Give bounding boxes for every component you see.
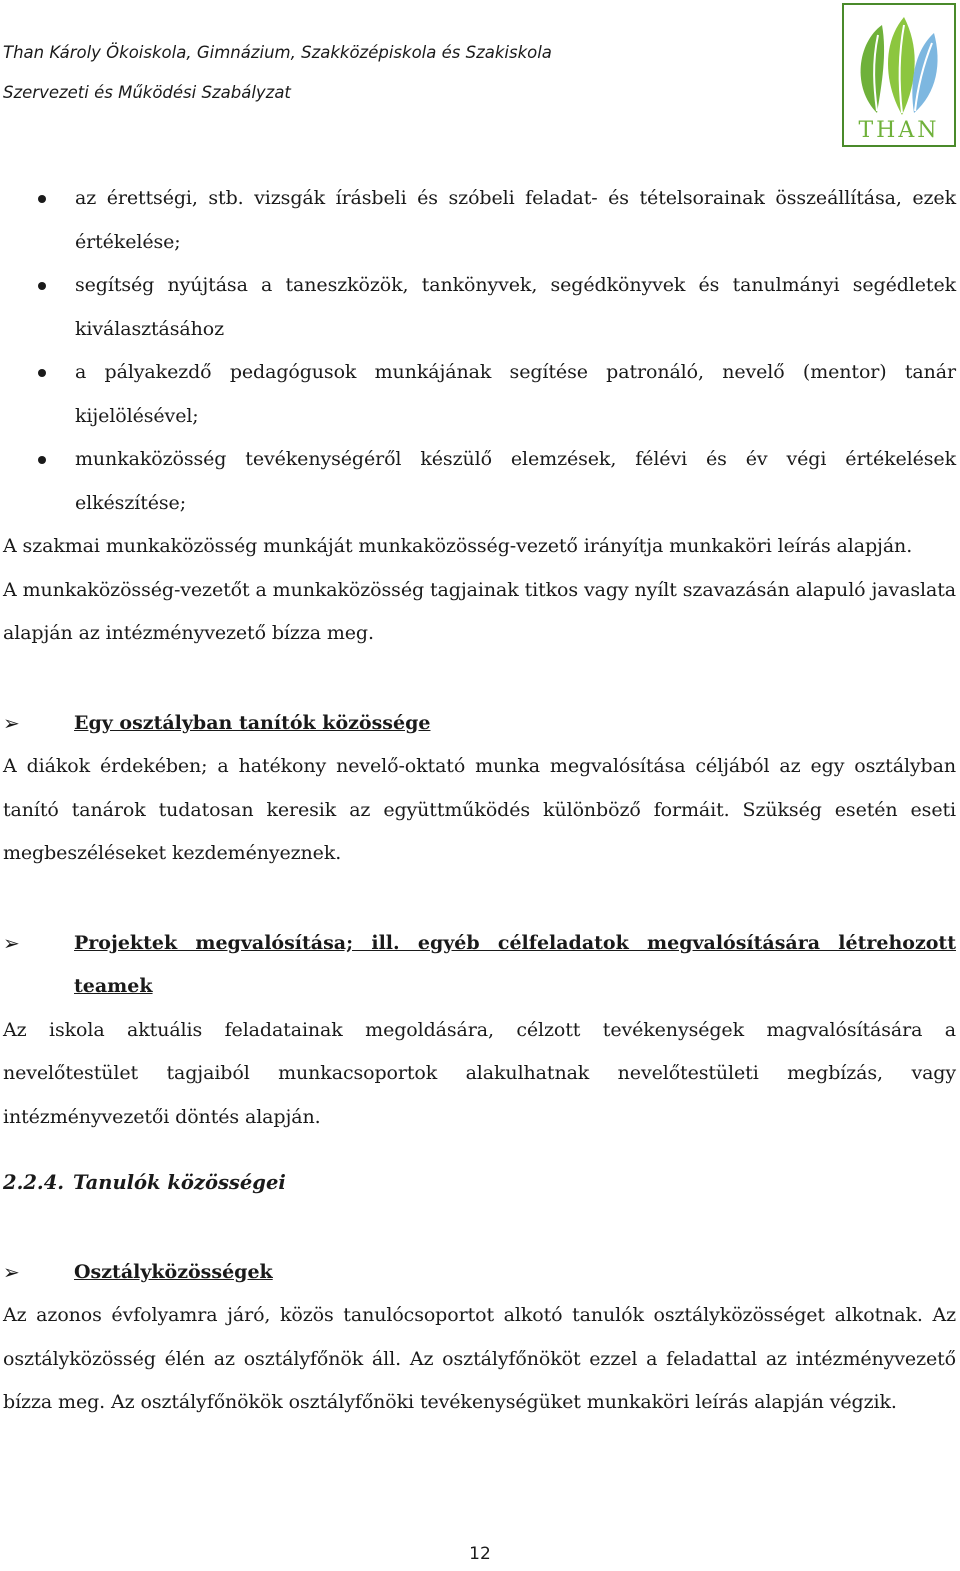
page-header [3, 33, 823, 113]
section-title: Osztályközösségek [74, 1260, 273, 1283]
section-body: Az azonos évfolyamra járó, közös tanulócsoportot alkotó tanulók osztályközösséget alkotnak. Az osztályközösség élén az osztályfőnök áll. Az osztályfőnököt ezzel a feladattal az intézményvezető bízza meg. Az osztályfőnökök osztályfőnöki tevékenységüket munkaköri leírás alapján végzik. [3, 1304, 956, 1413]
header-document-title: Szervezeti és Működési Szabályzat [3, 83, 291, 102]
section-title: Egy osztályban tanítók közössége [74, 711, 431, 734]
section-title: Projektek megvalósítása; ill. egyéb célfeladatok megvalósítására létrehozott teamek [74, 931, 956, 997]
section-heading [3, 922, 956, 1009]
subsection-heading [3, 1161, 956, 1205]
list-item: a pályakezdő pedagógusok munkájának segítése patronáló, nevelő (mentor) tanár kijelölésével; [3, 351, 956, 438]
bullet-dot-icon [38, 369, 46, 377]
list-item: az érettségi, stb. vizsgák írásbeli és szóbeli feladat- és tételsorainak összeállítása, ezek értékelése; [3, 177, 956, 264]
subsection-title: Tanulók közösségei [73, 1171, 286, 1194]
arrow-bullet-icon: ➢ [3, 1259, 20, 1284]
bullet-dot-icon [38, 456, 46, 464]
section-heading [3, 702, 956, 746]
subsection-number: 2.2.4. [3, 1171, 65, 1194]
page-number: 12 [469, 1544, 491, 1564]
bullet-dot-icon [38, 195, 46, 203]
section-body: Az iskola aktuális feladatainak megoldására, célzott tevékenységek magvalósítására a nevelőtestület tagjaiból munkacsoportok alakulhatnak nevelőtestületi megbízás, vagy intézményvezetői döntés alapján. [3, 1018, 956, 1128]
list-item: munkaközösség tevékenységéről készülő elemzések, félévi és év végi értékelések elkészítése; [3, 438, 956, 525]
arrow-bullet-icon: ➢ [3, 710, 20, 735]
task-list [3, 177, 956, 525]
paragraph-leader: A szakmai munkaközösség munkáját munkaközösség-vezető irányítja munkaköri leírás alapján. [3, 535, 913, 557]
list-item: segítség nyújtása a taneszközök, tankönyvek, segédkönyvek és tanulmányi segédletek kiválasztásához [3, 264, 956, 351]
than-logo [842, 3, 956, 147]
arrow-bullet-icon: ➢ [3, 930, 20, 955]
section-heading [3, 1251, 956, 1295]
logo-text: THAN [858, 118, 940, 143]
main-content [3, 177, 956, 1425]
header-school-name: Than Károly Ökoiskola, Gimnázium, Szakközépiskola és Szakiskola [3, 43, 552, 62]
section-body: A diákok érdekében; a hatékony nevelő-oktató munka megvalósítása céljából az egy osztályban tanító tanárok tudatosan keresik az együttműködés különböző formáit. Szükség esetén eseti megbeszéléseket kezdeményeznek. [3, 755, 956, 864]
bullet-dot-icon [38, 282, 46, 290]
paragraph-appointment: A munkaközösség-vezetőt a munkaközösség tagjainak titkos vagy nyílt szavazásán alapuló javaslata alapján az intézményvezető bízza meg. [3, 578, 956, 644]
